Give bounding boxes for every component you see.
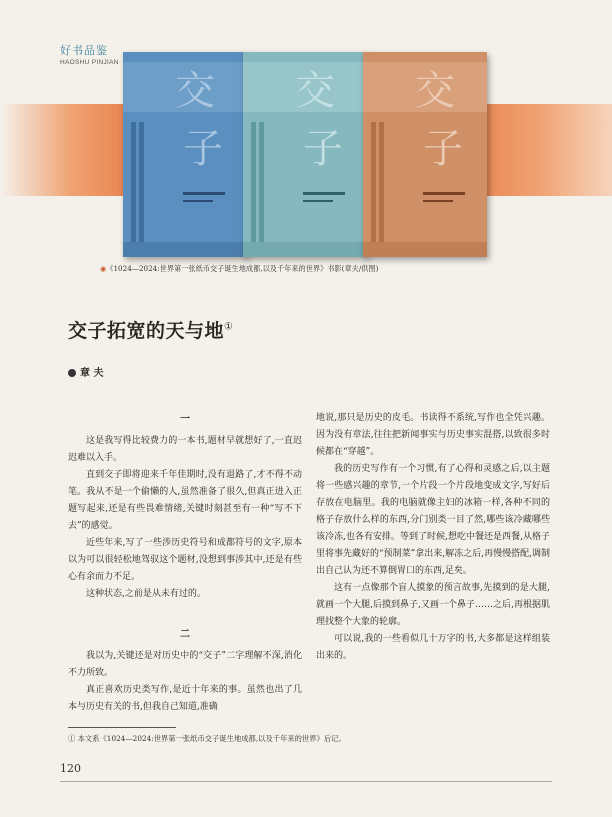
page-number: 120: [60, 762, 81, 775]
svg-text:交: 交: [175, 68, 215, 114]
paragraph: 真正喜欢历史类写作,是近十年来的事。虽然也出了几本与历史有关的书,但我自己知道,准确: [68, 685, 302, 712]
page-bottom-rule: [60, 781, 552, 782]
title-footnote-mark: ①: [224, 321, 234, 333]
caption-text: 《1024—2024:世界第一张纸币交子诞生地成都,以及千年来的世界》书影(章夫/供图): [106, 264, 379, 273]
right-color-band: [466, 104, 612, 196]
left-column: [68, 412, 302, 716]
right-column: [316, 410, 550, 665]
column-title-pinyin: HAOSHU PINJIAN: [60, 59, 119, 66]
svg-text:交: 交: [295, 68, 335, 114]
author-line: [68, 364, 103, 379]
footnote-divider: [68, 727, 176, 728]
paragraph: 直到交子即将迎来千年佳期时,没有退路了,才不得不动笔。我从不是一个偷懒的人,虽然准备了很久,但真正进入正题写起来,还是有些畏难情绪,关键时刻甚至有一种“写不下去”的感觉。: [68, 470, 302, 531]
photo-caption: [100, 264, 378, 274]
left-color-band: [0, 104, 130, 196]
paragraph: 这是我写得比较费力的一本书,题材早就想好了,一直迟迟难以入手。: [68, 436, 302, 463]
paragraph: 这种状态,之前是从未有过的。: [86, 589, 206, 599]
svg-text:子: 子: [303, 126, 343, 172]
author-bullet-icon: [68, 369, 76, 377]
book-photo: [0, 0, 612, 300]
book-cover-blue: [123, 52, 247, 257]
caption-bullet-icon: ◉: [100, 264, 107, 273]
footnote: ① 本文系《1024—2024:世界第一张纸币交子诞生地成都,以及千年来的世界》后记。: [68, 734, 346, 743]
article-title: [68, 316, 233, 343]
svg-text:子: 子: [183, 126, 223, 172]
title-text: 交子拓宽的天与地: [68, 320, 225, 342]
author-name: 章 夫: [80, 368, 104, 379]
paragraph: 这有一点像那个盲人摸象的预言故事,先摸到的是大腿,就画一个大腿,后摸到鼻子,又画一个鼻子……之后,再根据肌理找整个大象的轮廓。: [316, 583, 550, 627]
paragraph: 近些年来,写了一些涉历史符号和成都符号的文字,原本以为可以很轻松地驾驭这个题材,没想到事涉其中,还是有些心有余而力不足。: [68, 538, 302, 582]
section-heading-2: 二: [180, 629, 190, 640]
book-cover-teal: [243, 52, 367, 257]
section-heading-1: 一: [180, 414, 190, 425]
paragraph: 我以为,关键还是对历史中的“交子”二字理解不深,消化不力所致。: [68, 651, 302, 678]
book-cover-orange: [363, 52, 487, 257]
paragraph: 可以说,我的一些看似几十万字的书,大多都是这样组装出来的。: [316, 634, 550, 661]
paragraph: 我的历史写作有一个习惯,有了心得和灵感之后,以主题将一些感兴趣的章节,一个片段一个片段地变成文字,写好后存放在电脑里。我的电脑就像主妇的冰箱一样,各种不同的格子存放什么样的东西,分门别类一目了然,哪些该冷藏哪些该冷冻,也各有安排。等到了时候,想吃中餐还是西餐,从格子里将事先藏好的“预制菜”拿出来,解冻之后,再慢慢搭配,调制出自己认为还不算倒胃口的东西,足矣。: [316, 464, 550, 576]
column-title: 好书品鉴: [60, 44, 108, 57]
paragraph-continued: 地说,那只是历史的皮毛。书读得不系统,写作也全凭兴趣。因为没有章法,往往把新闻事实与历史事实混搭,以致很多时候都在“穿越”。: [316, 413, 550, 457]
svg-text:交: 交: [415, 68, 455, 114]
svg-text:子: 子: [423, 126, 463, 172]
